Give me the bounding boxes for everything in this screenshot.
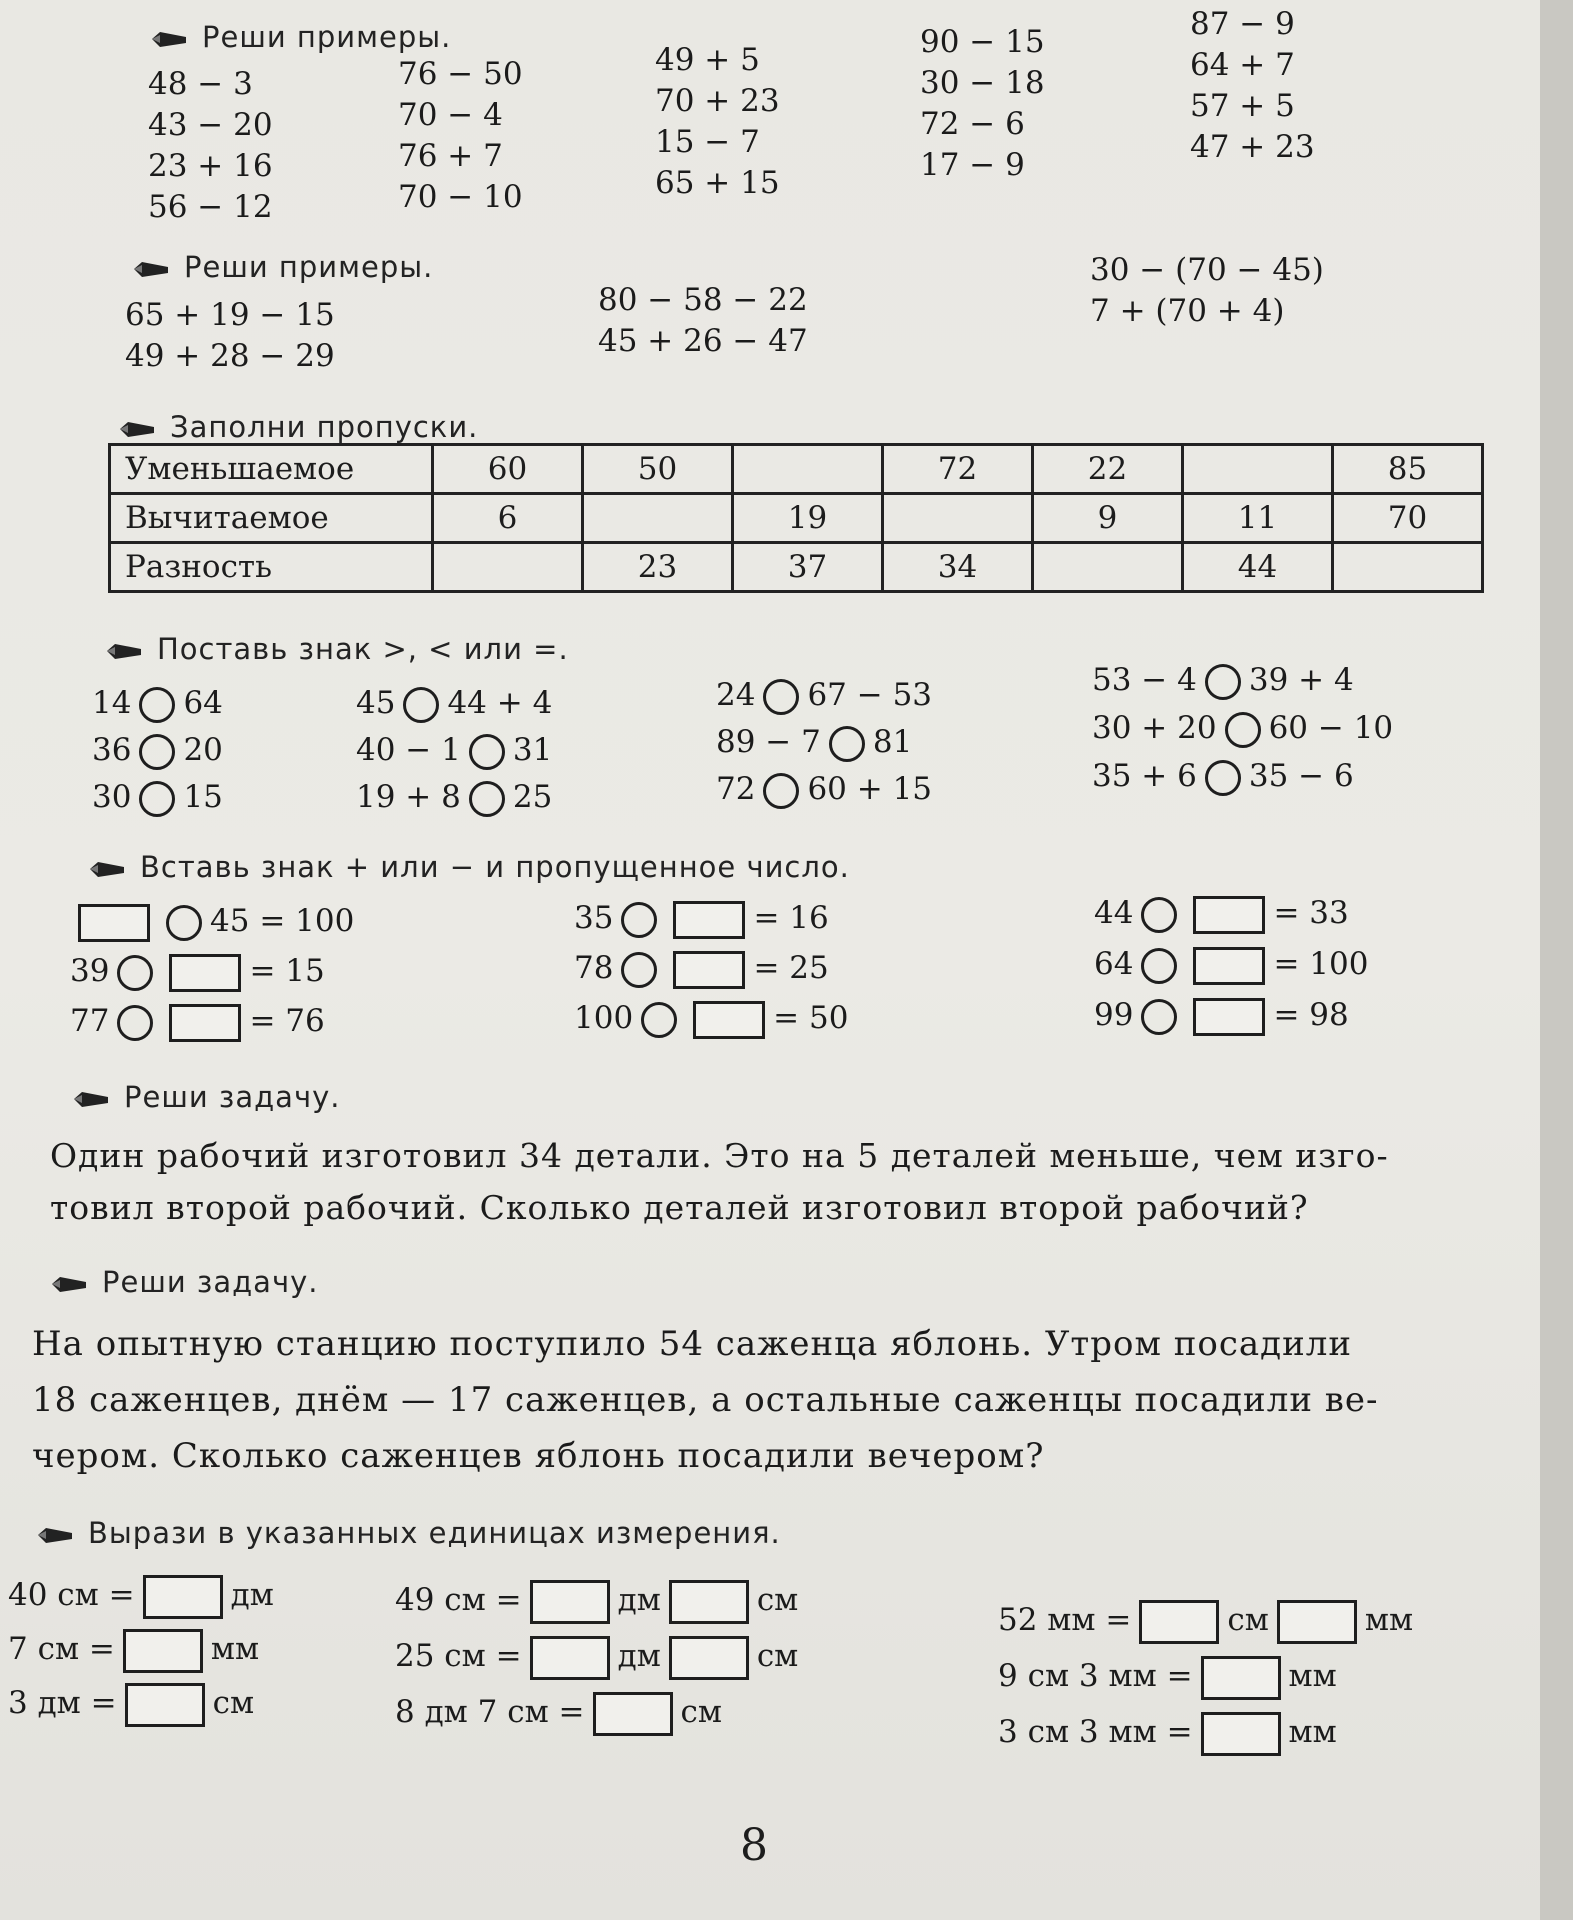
example: 17 − 9 <box>920 147 1025 183</box>
operand: 77 <box>70 1003 110 1039</box>
compare-col-2 <box>356 680 552 821</box>
example: 70 − 4 <box>398 97 503 133</box>
unit-label: см <box>756 1638 799 1674</box>
unit-item <box>998 1704 1413 1760</box>
table-cell <box>583 494 733 543</box>
pencil-icon <box>105 641 143 661</box>
table-cell <box>433 543 583 592</box>
expression: 65 + 19 − 15 <box>125 297 335 333</box>
right-operand: 81 <box>872 724 913 760</box>
expr-col-1 <box>125 295 335 377</box>
answer-box[interactable] <box>123 1629 203 1673</box>
units-col-1 <box>8 1568 274 1730</box>
table-cell: 72 <box>883 445 1033 494</box>
unit-expression: 52 мм = <box>998 1602 1132 1638</box>
section-title: Заполни пропуски. <box>170 410 479 444</box>
insert-item <box>70 896 354 946</box>
right-operand: 60 + 15 <box>807 771 933 807</box>
example: 15 − 7 <box>655 124 760 160</box>
example: 57 + 5 <box>1190 88 1295 124</box>
pencil-icon <box>72 1089 110 1109</box>
operand: 100 <box>574 1000 634 1036</box>
table-cell: 9 <box>1033 494 1183 543</box>
expression: 7 + (70 + 4) <box>1090 293 1285 329</box>
operand: 35 <box>574 900 614 936</box>
right-operand: 20 <box>183 732 223 768</box>
examples-col-1 <box>148 64 273 228</box>
answer-box[interactable] <box>1193 998 1265 1036</box>
page-number: 8 <box>740 1820 768 1871</box>
compare-item <box>716 766 932 813</box>
compare-col-4 <box>1092 656 1393 800</box>
section-title: Реши примеры. <box>202 20 452 54</box>
example: 76 + 7 <box>398 138 503 174</box>
unit-expression: 9 см 3 мм = <box>998 1658 1193 1694</box>
result: = 98 <box>1273 997 1349 1033</box>
task-line: товил второй рабочий. Сколько деталей изготовил второй рабочий? <box>50 1188 1309 1227</box>
compare-item <box>716 719 932 766</box>
section-title: Вставь знак + или − и пропущенное число. <box>140 850 850 884</box>
unit-expression: 8 дм 7 см = <box>395 1694 585 1730</box>
unit-label: дм <box>230 1577 274 1613</box>
sign-circle[interactable] <box>469 734 505 770</box>
example: 49 + 5 <box>655 42 760 78</box>
example: 76 − 50 <box>398 56 523 92</box>
compare-item <box>356 680 552 727</box>
section-header <box>72 1080 340 1114</box>
expression: 80 − 58 − 22 <box>598 282 808 318</box>
unit-label: мм <box>210 1631 260 1667</box>
answer-box[interactable] <box>593 1692 673 1736</box>
result: = 16 <box>753 900 829 936</box>
pencil-icon <box>132 259 170 279</box>
result: = 50 <box>773 1000 849 1036</box>
table-cell <box>1033 543 1183 592</box>
unit-item <box>395 1628 798 1684</box>
unit-label: см <box>212 1685 255 1721</box>
sign-circle[interactable] <box>117 1005 153 1041</box>
table-cell: 37 <box>733 543 883 592</box>
insert-item <box>574 893 848 943</box>
table-cell: 22 <box>1033 445 1183 494</box>
example: 64 + 7 <box>1190 47 1295 83</box>
answer-box[interactable] <box>1139 1600 1219 1644</box>
compare-item <box>356 774 552 821</box>
example: 48 − 3 <box>148 66 253 102</box>
compare-item <box>1092 752 1393 800</box>
row-label: Вычитаемое <box>110 494 433 543</box>
sign-circle[interactable] <box>763 679 799 715</box>
unit-expression: 25 см = <box>395 1638 522 1674</box>
pencil-icon <box>50 1274 88 1294</box>
expr-col-3 <box>1090 250 1324 332</box>
section-header <box>36 1516 781 1550</box>
unit-expression: 40 см = <box>8 1577 135 1613</box>
example: 47 + 23 <box>1190 129 1315 165</box>
example: 65 + 15 <box>655 165 780 201</box>
right-operand: 39 + 4 <box>1248 662 1354 698</box>
right-operand: 64 <box>183 685 223 721</box>
sign-circle[interactable] <box>139 687 175 723</box>
right-operand: 31 <box>512 732 553 768</box>
insert-item <box>574 943 848 993</box>
operand: 99 <box>1094 997 1134 1033</box>
answer-box[interactable] <box>169 1004 241 1042</box>
left-operand: 53 − 4 <box>1092 662 1197 698</box>
answer-box[interactable] <box>669 1580 749 1624</box>
section-title: Реши задачу. <box>124 1080 341 1114</box>
unit-label: мм <box>1288 1658 1337 1694</box>
examples-col-5 <box>1190 4 1315 168</box>
insert-item <box>1094 990 1368 1041</box>
table-cell: 70 <box>1333 494 1483 543</box>
sign-circle[interactable] <box>829 726 865 762</box>
answer-box[interactable] <box>669 1636 749 1680</box>
sign-circle[interactable] <box>166 905 202 941</box>
sign-circle[interactable] <box>403 687 439 723</box>
example: 72 − 6 <box>920 106 1025 142</box>
answer-box[interactable] <box>143 1575 223 1619</box>
insert-item <box>70 946 354 996</box>
left-operand: 30 <box>92 779 132 815</box>
section-title: Реши задачу. <box>102 1265 319 1299</box>
sign-circle[interactable] <box>117 955 153 991</box>
answer-box[interactable] <box>1201 1656 1281 1700</box>
example: 23 + 16 <box>148 148 273 184</box>
unit-item <box>998 1648 1413 1704</box>
result: = 15 <box>249 953 325 989</box>
task-text <box>32 1316 1379 1484</box>
result: = 25 <box>753 950 829 986</box>
sign-circle[interactable] <box>139 734 175 770</box>
result: = 76 <box>249 1003 325 1039</box>
table-cell: 60 <box>433 445 583 494</box>
table-cell: 44 <box>1183 543 1333 592</box>
expression: 45 + 26 − 47 <box>598 323 808 359</box>
sign-circle[interactable] <box>621 902 657 938</box>
right-operand: 15 <box>183 779 223 815</box>
answer-box[interactable] <box>693 1001 765 1039</box>
example: 70 − 10 <box>398 179 523 215</box>
left-operand: 36 <box>92 732 132 768</box>
table-cell: 23 <box>583 543 733 592</box>
compare-item <box>716 672 932 719</box>
task-line: 18 саженцев, днём — 17 саженцев, а остальные саженцы посадили ве- <box>32 1380 1379 1420</box>
sign-circle[interactable] <box>763 773 799 809</box>
table-cell <box>733 445 883 494</box>
answer-box[interactable] <box>1193 947 1265 985</box>
section-title: Вырази в указанных единицах измерения. <box>88 1516 781 1550</box>
sign-circle[interactable] <box>641 1002 677 1038</box>
example: 70 + 23 <box>655 83 780 119</box>
unit-item <box>395 1572 798 1628</box>
unit-label: мм <box>1288 1714 1337 1750</box>
section-header <box>50 1265 318 1299</box>
sign-circle[interactable] <box>1141 999 1177 1035</box>
unit-expression: 7 см = <box>8 1631 115 1667</box>
table-cell: 34 <box>883 543 1033 592</box>
compare-item <box>92 727 223 774</box>
row-label: Разность <box>110 543 433 592</box>
unit-item <box>998 1592 1413 1648</box>
task-line: Один рабочий изготовил 34 детали. Это на 5 деталей меньше, чем изго- <box>50 1136 1389 1175</box>
example: 87 − 9 <box>1190 6 1295 42</box>
table-row <box>110 543 1483 592</box>
section-header <box>88 850 850 884</box>
operand: 39 <box>70 953 110 989</box>
expression: 49 + 28 − 29 <box>125 338 335 374</box>
unit-label: см <box>756 1582 799 1618</box>
right-operand: 35 − 6 <box>1248 758 1354 794</box>
operand: 64 <box>1094 946 1134 982</box>
compare-item <box>92 680 223 727</box>
sign-circle[interactable] <box>1141 897 1177 933</box>
answer-box[interactable] <box>530 1636 610 1680</box>
table-cell: 50 <box>583 445 733 494</box>
task-line: На опытную станцию поступило 54 саженца яблонь. Утром посадили <box>32 1324 1353 1364</box>
pencil-icon <box>88 859 126 879</box>
insert-item <box>1094 888 1368 939</box>
section-header <box>105 632 569 666</box>
expression: 30 − (70 − 45) <box>1090 252 1324 288</box>
insert-item <box>574 993 848 1043</box>
answer-box[interactable] <box>1201 1712 1281 1756</box>
answer-box[interactable] <box>673 951 745 989</box>
operand: 78 <box>574 950 614 986</box>
right-operand: 67 − 53 <box>807 677 933 713</box>
unit-label: дм <box>617 1638 661 1674</box>
table-cell <box>1183 445 1333 494</box>
insert-col-3 <box>1094 888 1368 1041</box>
sign-circle[interactable] <box>1141 948 1177 984</box>
sign-circle[interactable] <box>139 781 175 817</box>
section-title: Реши примеры. <box>184 250 434 284</box>
compare-item <box>356 727 552 774</box>
answer-box[interactable] <box>1193 896 1265 934</box>
pencil-icon <box>118 419 156 439</box>
compare-col-3 <box>716 672 932 813</box>
left-operand: 72 <box>716 771 756 807</box>
unit-item <box>8 1676 274 1730</box>
unit-expression: 3 см 3 мм = <box>998 1714 1193 1750</box>
unit-label: см <box>1227 1602 1269 1638</box>
section-header <box>150 20 451 54</box>
sign-circle[interactable] <box>1205 664 1241 700</box>
compare-item <box>1092 704 1393 752</box>
table-cell: 85 <box>1333 445 1483 494</box>
sign-circle[interactable] <box>621 952 657 988</box>
result: = 100 <box>259 903 355 939</box>
unit-expression: 3 дм = <box>8 1685 117 1721</box>
result: = 33 <box>1273 895 1349 931</box>
table-cell <box>883 494 1033 543</box>
left-operand: 35 + 6 <box>1092 758 1197 794</box>
left-operand: 19 + 8 <box>356 779 461 815</box>
pencil-icon <box>36 1525 74 1545</box>
unit-item <box>8 1622 274 1676</box>
compare-item <box>92 774 223 821</box>
right-operand: 44 + 4 <box>447 685 553 721</box>
table-cell: 6 <box>433 494 583 543</box>
answer-box[interactable] <box>530 1580 610 1624</box>
page-edge <box>1540 0 1573 1920</box>
table-row <box>110 494 1483 543</box>
operand: 45 <box>210 903 250 939</box>
operand: 44 <box>1094 895 1134 931</box>
unit-label: дм <box>617 1582 661 1618</box>
answer-box[interactable] <box>1277 1600 1357 1644</box>
table-row <box>110 445 1483 494</box>
task-text <box>50 1130 1389 1234</box>
sign-circle[interactable] <box>469 781 505 817</box>
row-label: Уменьшаемое <box>110 445 433 494</box>
examples-col-2 <box>398 54 523 218</box>
answer-box[interactable] <box>169 954 241 992</box>
insert-col-1 <box>70 896 354 1046</box>
examples-col-4 <box>920 22 1045 186</box>
left-operand: 45 <box>356 685 396 721</box>
table-cell: 11 <box>1183 494 1333 543</box>
sign-circle[interactable] <box>1225 712 1261 748</box>
example: 90 − 15 <box>920 24 1045 60</box>
example: 30 − 18 <box>920 65 1045 101</box>
units-col-2 <box>395 1572 798 1740</box>
unit-item <box>395 1684 798 1740</box>
section-title: Поставь знак >, < или =. <box>157 632 569 666</box>
answer-box[interactable] <box>673 901 745 939</box>
insert-item <box>70 996 354 1046</box>
answer-box[interactable] <box>125 1683 205 1727</box>
task-line: чером. Сколько саженцев яблонь посадили вечером? <box>32 1436 1045 1476</box>
table-cell: 19 <box>733 494 883 543</box>
left-operand: 30 + 20 <box>1092 710 1217 746</box>
unit-label: см <box>680 1694 722 1730</box>
right-operand: 25 <box>512 779 553 815</box>
example: 43 − 20 <box>148 107 273 143</box>
fill-gaps-table <box>108 443 1484 593</box>
units-col-3 <box>998 1592 1413 1760</box>
section-header <box>118 410 478 444</box>
compare-col-1 <box>92 680 223 821</box>
left-operand: 89 − 7 <box>716 724 821 760</box>
left-operand: 14 <box>92 685 132 721</box>
result: = 100 <box>1273 946 1369 982</box>
pencil-icon <box>150 29 188 49</box>
answer-box[interactable] <box>78 904 150 942</box>
insert-col-2 <box>574 893 848 1043</box>
left-operand: 24 <box>716 677 756 713</box>
insert-item <box>1094 939 1368 990</box>
example: 56 − 12 <box>148 189 273 225</box>
unit-item <box>8 1568 274 1622</box>
left-operand: 40 − 1 <box>356 732 461 768</box>
right-operand: 60 − 10 <box>1268 710 1394 746</box>
compare-item <box>1092 656 1393 704</box>
section-header <box>132 250 433 284</box>
expr-col-2 <box>598 280 808 362</box>
examples-col-3 <box>655 40 780 204</box>
unit-label: мм <box>1364 1602 1414 1638</box>
table-cell <box>1333 543 1483 592</box>
sign-circle[interactable] <box>1205 760 1241 796</box>
unit-expression: 49 см = <box>395 1582 522 1618</box>
